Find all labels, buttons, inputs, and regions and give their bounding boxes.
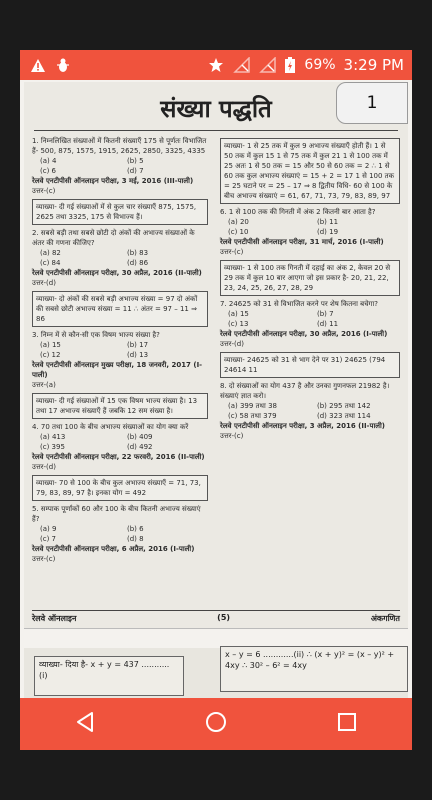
answer-text: उत्तर-(c) <box>220 248 244 256</box>
question-options <box>32 524 208 544</box>
question-block <box>32 504 208 564</box>
option-text: (a) 399 तथा 38 <box>228 402 277 410</box>
answer-text: उत्तर-(d) <box>32 279 56 287</box>
option-text: (c) 395 <box>40 443 65 451</box>
clock-time: 3:29 PM <box>343 56 404 74</box>
option-text: (d) 323 तथा 114 <box>317 412 371 420</box>
answer-text: उत्तर-(c) <box>32 555 56 563</box>
explanation-box: व्याख्या- 70 से 100 के बीच कुल अभाज्य संख्याएँ = 71, 73, 79, 83, 89, 97 है। इनका योग = 492 <box>32 475 208 501</box>
question-options <box>220 309 400 329</box>
option-text: (c) 84 <box>40 259 61 267</box>
option-text: (a) 9 <box>40 525 57 533</box>
footer-page-number: (5) <box>217 613 231 622</box>
answer-text: उत्तर-(d) <box>220 340 244 348</box>
question-text: 2. सबसे बड़ी तथा सबसे छोटी दो अंकों की अभाज्य संख्याओं के अंतर की गणना कीजिए? <box>32 229 195 247</box>
question-options <box>32 432 208 452</box>
battery-percentage: 69% <box>304 57 336 73</box>
explanation-box: व्याख्या- 1 से 25 तक में कुल 9 अभाज्य संख्याएँ होती हैं। 1 से 50 तक में कुल 15 1 से 75 तक में कुल 21 1 से 100 तक में 25 अतः 1 से 50 तक = 15 और 50 से 60 तक = 2 ∴ 1 से 60 तक कुल अभाज्य संख्याएं = 15 + 2 = 17 1 से 100 तक = 25 घटाने पर = 25 – 17 ⇒ 8 द्वितीय विधि- 60 से 100 के बीच अभाज्य संख्याएं = 61, 67, 71, 73, 79, 83, 89, 97 <box>220 138 400 204</box>
back-icon <box>75 711 95 737</box>
option-text: (c) 7 <box>40 535 56 543</box>
exam-source: रेलवे एनटीपीसी ऑनलाइन परीक्षा, 3 अप्रैल, 2016 (II-पाली) <box>220 422 386 430</box>
option-text: (c) 58 तथा 379 <box>228 412 277 420</box>
question-block <box>32 228 208 288</box>
back-button[interactable] <box>55 704 115 744</box>
device-bottom-bezel <box>0 750 432 800</box>
battery-charging-icon <box>284 56 296 74</box>
next-scanned-page <box>24 648 408 698</box>
option-text: (c) 13 <box>228 320 249 328</box>
option-text: (a) 4 <box>40 157 57 165</box>
question-block <box>220 381 400 441</box>
option-text: (b) 295 तथा 142 <box>317 402 371 410</box>
home-icon <box>205 711 227 737</box>
option-text: (d) 492 <box>127 443 153 451</box>
answer-text: उत्तर-(c) <box>220 432 244 440</box>
question-text: 1. निम्नलिखित संख्याओं में कितनी संख्याएँ 175 से पूर्णतः विभाजित हैं- 500, 875, 1575, 1915, 2625, 2850, 3325, 4335 <box>32 137 207 155</box>
home-button[interactable] <box>186 704 246 744</box>
exam-source: रेलवे एनटीपीसी ऑनलाइन परीक्षा, 30 अप्रैल, 2016 (II-पाली) <box>32 269 202 277</box>
option-text: (c) 10 <box>228 228 249 236</box>
question-options <box>32 248 208 268</box>
status-bar <box>20 50 412 80</box>
option-text: (d) 86 <box>127 259 149 267</box>
option-text: (a) 15 <box>228 310 249 318</box>
exam-source: रेलवे एनटीपीसी ऑनलाइन परीक्षा, 3 मई, 2016 (III-पाली) <box>32 177 194 185</box>
explanation-box: व्याख्या- दी गई संख्याओं में 15 एक विषम भाज्य संख्या है। 13 तथा 17 अभाज्य संख्याएँ हैं जबकि 12 सम संख्या है। <box>32 393 208 419</box>
question-text: 8. दो संख्याओं का योग 437 है और उनका गुणनफल 21982 है। संख्याएं ज्ञात करो। <box>220 382 390 400</box>
recents-icon <box>337 712 357 736</box>
option-text: (b) 11 <box>317 218 339 226</box>
no-signal-icon <box>232 57 250 73</box>
option-text: (b) 6 <box>127 525 144 533</box>
document-viewer[interactable] <box>20 80 412 698</box>
question-block <box>32 136 208 196</box>
right-column <box>220 136 400 444</box>
title-divider <box>34 130 398 131</box>
question-text: 5. सम्पाक पूर्णांकों 60 और 100 के बीच कितनी अभाज्य संख्याएं हैं? <box>32 505 201 523</box>
left-column <box>32 136 208 567</box>
option-text: (b) 5 <box>127 157 144 165</box>
page-title: संख्या पद्धति <box>160 94 272 123</box>
answer-text: उत्तर-(d) <box>32 463 56 471</box>
answer-text: उत्तर-(a) <box>32 381 56 389</box>
option-text: (d) 8 <box>127 535 144 543</box>
star-icon <box>208 57 224 73</box>
exam-source: रेलवे एनटीपीसी ऑनलाइन परीक्षा, 31 मार्च, 2016 (I-पाली) <box>220 238 384 246</box>
no-signal-icon-2 <box>258 57 276 73</box>
navigation-bar <box>20 698 412 750</box>
question-block <box>32 330 208 390</box>
question-block <box>32 422 208 472</box>
option-text: (d) 7 <box>127 167 144 175</box>
question-text: 6. 1 से 100 तक की गिनती में अंक 2 कितनी बार आता है? <box>220 208 376 216</box>
option-text: (b) 7 <box>317 310 334 318</box>
next-page-right-box: x – y = 6 ............(ii) ∴ (x + y)² = (x – y)² + 4xy ∴ 30² – 6² = 4xy <box>220 646 408 692</box>
question-options <box>32 156 208 176</box>
recents-button[interactable] <box>317 704 377 744</box>
option-text: (c) 6 <box>40 167 56 175</box>
footer-right: अंकगणित <box>370 614 400 623</box>
next-page-left-box: व्याख्या- दिया है- x + y = 437 ........... (i) <box>34 656 184 696</box>
question-options <box>32 340 208 360</box>
option-text: (c) 12 <box>40 351 61 359</box>
option-text: (b) 409 <box>127 433 153 441</box>
warning-icon <box>30 58 46 73</box>
option-text: (a) 20 <box>228 218 249 226</box>
question-text: 4. 70 तथा 100 के बीच अभाज्य संख्याओं का योग क्या करें <box>32 423 189 431</box>
question-text: 7. 24625 को 31 से विभाजित करने पर शेष कितना बचेगा? <box>220 300 379 308</box>
question-options <box>220 401 400 421</box>
option-text: (d) 19 <box>317 228 339 236</box>
footer-left: रेलवे ऑनलाइन <box>32 614 77 623</box>
option-text: (a) 82 <box>40 249 61 257</box>
device-top-bezel <box>0 0 432 50</box>
exam-source: रेलवे एनटीपीसी ऑनलाइन परीक्षा, 30 अप्रैल, 2016 (I-पाली) <box>220 330 388 338</box>
option-text: (b) 83 <box>127 249 149 257</box>
explanation-box: व्याख्या- दी गई संख्याओं में से कुल चार संख्याएँ 875, 1575, 2625 तथा 3325, 175 से विभाज्य हैं। <box>32 199 208 225</box>
answer-text: उत्तर-(c) <box>32 187 56 195</box>
explanation-box: व्याख्या- 24625 को 31 से भाग देने पर 31) 24625 (794 24614 11 <box>220 352 400 378</box>
option-text: (a) 15 <box>40 341 61 349</box>
exam-source: रेलवे एनटीपीसी ऑनलाइन परीक्षा, 22 फरवरी, 2016 (II-पाली) <box>32 453 205 461</box>
question-block <box>220 207 400 257</box>
page-number-indicator: 1 <box>336 82 408 124</box>
option-text: (b) 17 <box>127 341 149 349</box>
question-text: 3. निम्न में से कौन-सी एक विषम भाज्य संख्या है? <box>32 331 160 339</box>
exam-source: रेलवे एनटीपीसी ऑनलाइन परीक्षा, 6 अप्रैल, 2016 (I-पाली) <box>32 545 195 553</box>
explanation-box: व्याख्या- 1 से 100 तक गिनती में दहाई का अंक 2, केवल 20 से 29 तक में कुल 10 बार आएगा जो इस प्रकार है- 20, 21, 22, 23, 24, 25, 26, 27, 28, 29 <box>220 260 400 296</box>
option-text: (d) 11 <box>317 320 339 328</box>
debug-icon <box>56 57 70 73</box>
explanation-box: व्याख्या- दो अंकों की सबसे बड़ी अभाज्य संख्या = 97 दो अंकों की सबसे छोटी अभाज्य संख्या = 11 ∴ अंतर = 97 – 11 ⇒ 86 <box>32 291 208 327</box>
exam-source: रेलवे एनटीपीसी ऑनलाइन मुख्य परीक्षा, 18 जनवरी, 2017 (I-पाली) <box>32 361 203 379</box>
option-text: (d) 13 <box>127 351 149 359</box>
question-block <box>220 299 400 349</box>
page-footer <box>32 610 400 624</box>
question-options <box>220 217 400 237</box>
option-text: (a) 413 <box>40 433 66 441</box>
scanned-page <box>24 82 408 629</box>
